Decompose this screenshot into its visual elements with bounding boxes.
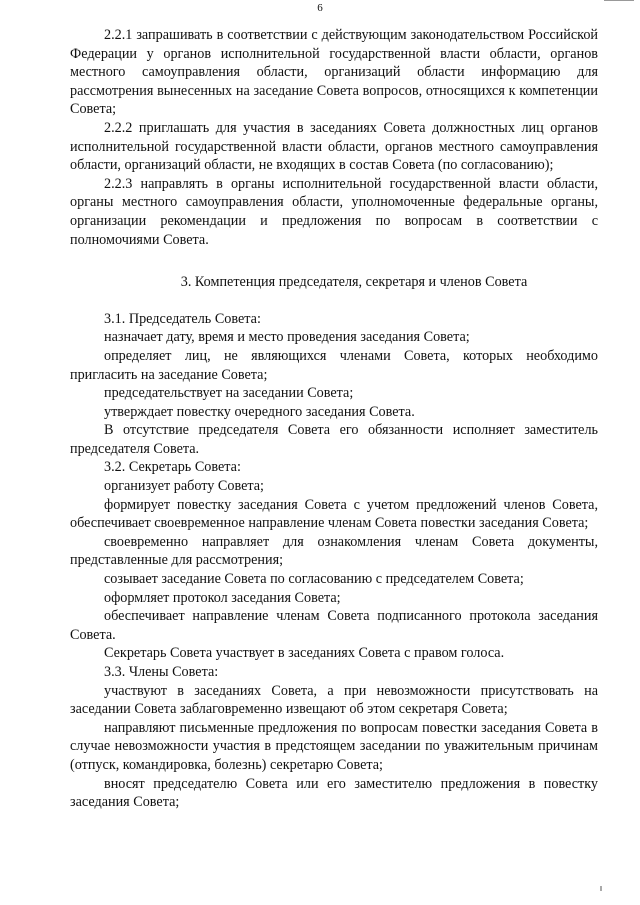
paragraph-2-2-2: 2.2.2 приглашать для участия в заседаниях Совета должностных лиц органов исполнительной государственной власти области, органов местного самоуправления области, организаций области, не входящих в состав Совета (по согласованию); [70, 119, 598, 174]
scan-artifact-mark [600, 886, 602, 891]
paragraph: участвуют в заседаниях Совета, а при невозможности присутствовать на заседании Совета заблаговременно извещают об этом секретаря Совета; [70, 682, 598, 718]
chairman-title: 3.1. Председатель Совета: [104, 310, 261, 327]
secretary-title: 3.2. Секретарь Совета: [104, 459, 241, 476]
section-3-heading: 3. Компетенция председателя, секретаря и членов Совета [180, 274, 528, 291]
paragraph: назначает дату, время и место проведения заседания Совета; [104, 329, 470, 346]
paragraph: председательствует на заседании Совета; [104, 385, 354, 402]
paragraph: направляют письменные предложения по вопросам повестки заседания Совета в случае невозможности участия в предстоящем заседании по уважительным причинам (отпуск, командировка, болезнь) секретарю Совета; [70, 719, 598, 773]
paragraph: определяет лиц, не являющихся членами Совета, которых необходимо пригласить на заседание Совета; [70, 347, 598, 383]
paragraph: своевременно направляет для ознакомления членам Совета документы, представленные для рассмотрения; [70, 533, 598, 569]
paragraph: созывает заседание Совета по согласованию с председателем Совета; [104, 571, 524, 588]
paragraph: вносят председателю Совета или его заместителю предложения в повестку заседания Совета; [70, 775, 598, 811]
paragraph-2-2-3: 2.2.3 направлять в органы исполнительной государственной власти области, органы местного самоуправления области, уполномоченные федеральные органы, организации рекомендации и предложения по вопросам в соответствии с полномочиями Совета. [70, 175, 598, 248]
page-number: 6 [317, 2, 323, 14]
paragraph: оформляет протокол заседания Совета; [104, 589, 341, 606]
paragraph: В отсутствие председателя Совета его обязанности исполняет заместитель председателя Совета. [70, 422, 598, 457]
members-title: 3.3. Члены Совета: [104, 664, 219, 680]
paragraph: формирует повестку заседания Совета с учетом предложений членов Совета, обеспечивает своевременное направление членам Совета повестки заседания Совета; [70, 496, 598, 532]
paragraph: Секретарь Совета участвует в заседаниях Совета с правом голоса. [104, 645, 505, 662]
paragraph-2-2-1: 2.2.1 запрашивать в соответствии с действующим законодательством Российской Федерации у органов исполнительной государственной власти области, органов местного самоуправления области, организаций области информацию для рассмотрения вынесенных на заседание Совета вопросов, относящихся к компетенции Совета; [70, 27, 598, 118]
paragraph: обеспечивает направление членам Совета подписанного протокола заседания Совета. [70, 608, 598, 643]
paragraph: утверждает повестку очередного заседания Совета. [104, 403, 415, 420]
document-body [70, 26, 598, 812]
paragraph: организует работу Совета; [104, 478, 264, 495]
